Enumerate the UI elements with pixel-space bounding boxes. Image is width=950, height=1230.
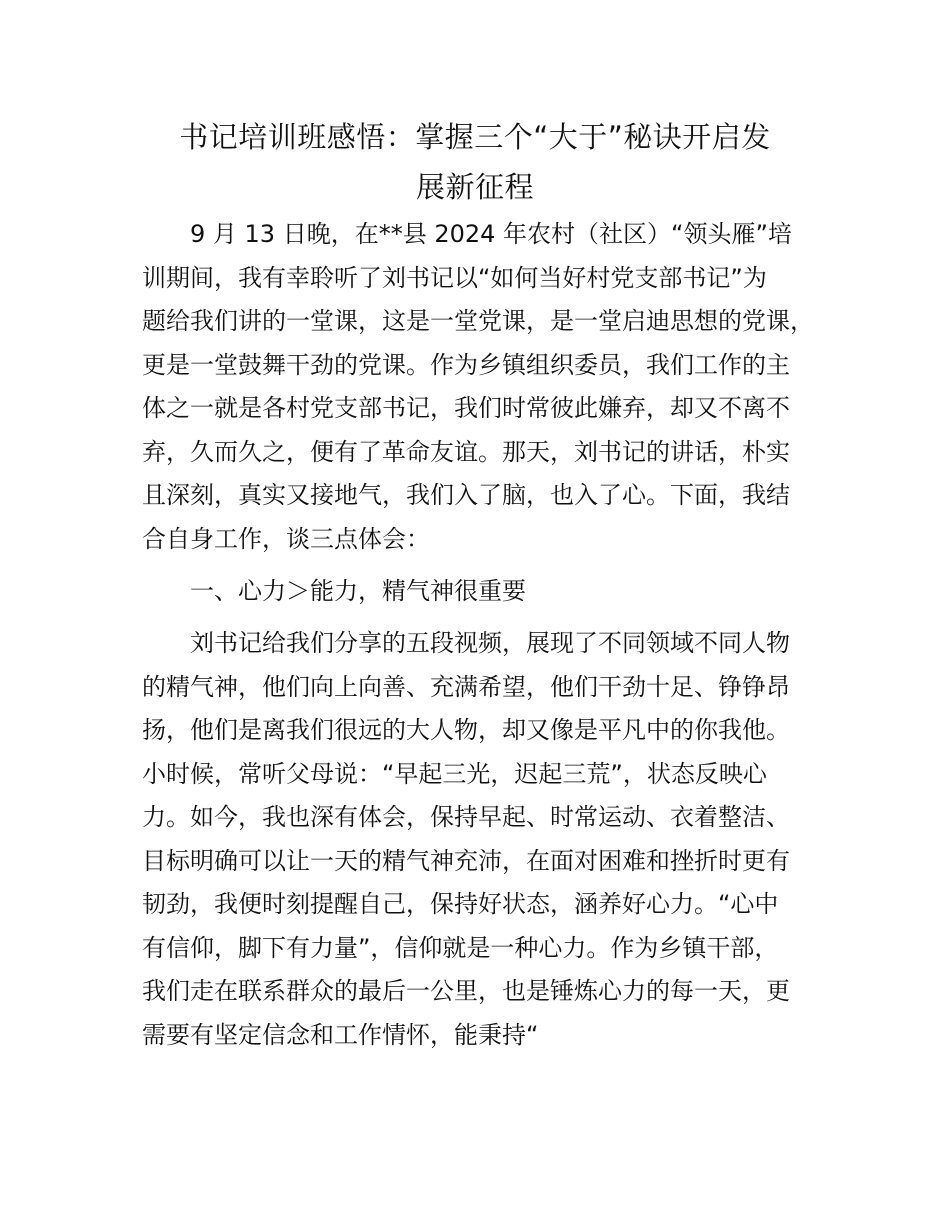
title-line: 书记培训班感悟：掌握三个“大于”秘诀开启发	[179, 120, 771, 154]
paragraph-1-line: 9 月 13 日晚，在**县 2024 年农村（社区）“领头雁”培	[190, 220, 792, 248]
paragraph-2-line: 力。如今，我也深有体会，保持早起、时常运动、衣着整洁、	[142, 803, 790, 831]
paragraph-2-line: 需要有坚定信念和工作情怀，能秉持“	[142, 1021, 539, 1049]
paragraph-2-line: 韧劲，我便时刻提醒自己，保持好状态，涵养好心力。“心中	[142, 890, 779, 918]
paragraph-2-line: 我们走在联系群众的最后一公里，也是锤炼心力的每一天，更	[142, 977, 790, 1005]
paragraph-2-line: 扬，他们是离我们很远的大人物，却又像是平凡中的你我他。	[142, 716, 790, 744]
paragraph-1-line: 题给我们讲的一堂课，这是一堂党课，是一堂启迪思想的党课，	[142, 307, 814, 335]
paragraph-1-line: 合自身工作，谈三点体会：	[142, 525, 430, 553]
paragraph-2-line: 目标明确可以让一天的精气神充沛，在面对困难和挫折时更有	[142, 847, 790, 875]
paragraph-1-line: 弃，久而久之，便有了革命友谊。那天，刘书记的讲话，朴实	[142, 438, 790, 466]
section-heading-1: 一、心力＞能力，精气神很重要	[190, 577, 526, 605]
paragraph-1-line: 体之一就是各村党支部书记，我们时常彼此嫌弃，却又不离不	[142, 394, 790, 422]
paragraph-2-line: 的精气神，他们向上向善、充满希望，他们干劲十足、铮铮昂	[142, 673, 790, 701]
paragraph-2-line: 刘书记给我们分享的五段视频，展现了不同领域不同人物	[190, 629, 790, 657]
paragraph-2-line: 小时候，常听父母说：“早起三光，迟起三荒”，状态反映心	[142, 760, 767, 788]
paragraph-2-line: 有信仰，脚下有力量”，信仰就是一种心力。作为乡镇干部，	[142, 934, 779, 962]
document-title	[142, 112, 808, 212]
paragraph-1-line: 训期间，我有幸聆听了刘书记以“如何当好村党支部书记”为	[142, 264, 767, 292]
title-line: 展新征程	[415, 170, 534, 204]
paragraph-1-line: 更是一堂鼓舞干劲的党课。作为乡镇组织委员，我们工作的主	[142, 351, 790, 379]
paragraph-1-line: 且深刻，真实又接地气，我们入了脑，也入了心。下面，我结	[142, 481, 790, 509]
